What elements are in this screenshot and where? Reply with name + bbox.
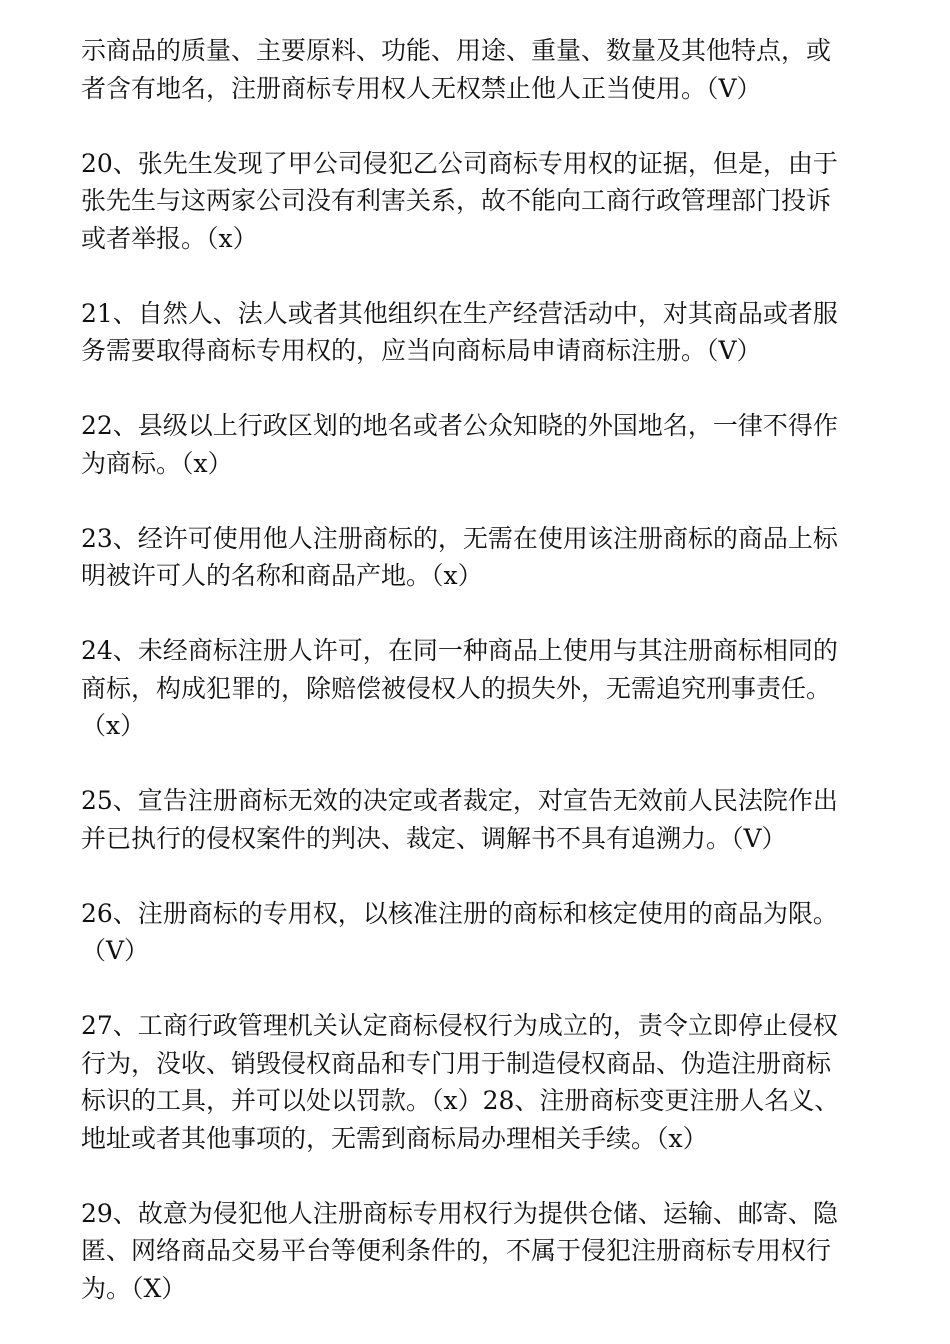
text-line: 21、自然人、法人或者其他组织在生产经营活动中，对其商品或者服 [81, 298, 838, 328]
paragraph-27-28 [81, 1007, 881, 1157]
paragraph-23 [81, 520, 881, 595]
text-line: 张先生与这两家公司没有利害关系，故不能向工商行政管理部门投诉 [81, 186, 832, 215]
paragraph-21 [81, 295, 881, 370]
paragraph-25 [81, 782, 881, 857]
paragraph-26 [81, 895, 881, 970]
text-line: 务需要取得商标专用权的，应当向商标局申请商标注册。（V） [81, 336, 762, 365]
paragraph-24 [81, 632, 881, 745]
text-line: 20、张先生发现了甲公司侵犯乙公司商标专用权的证据，但是，由于 [81, 148, 838, 178]
text-line: 为商标。（x） [81, 448, 233, 478]
document-body [81, 32, 881, 1307]
text-line: （V） [81, 936, 150, 965]
paragraph-20 [81, 145, 881, 258]
text-line: 27、工商行政管理机关认定商标侵权行为成立的，责令立即停止侵权 [81, 1011, 838, 1040]
text-line: 为。（X） [81, 1273, 187, 1303]
text-line: 示商品的质量、主要原料、功能、用途、重量、数量及其他特点，或 [81, 36, 832, 65]
text-line: 标识的工具，并可以处以罚款。（x）28、注册商标变更注册人名义、 [81, 1086, 840, 1115]
text-line: 24、未经商标注册人许可，在同一种商品上使用与其注册商标相同的 [81, 636, 838, 665]
text-line: 并已执行的侵权案件的判决、裁定、调解书不具有追溯力。（V） [81, 823, 787, 853]
text-line: 匿、网络商品交易平台等便利条件的，不属于侵犯注册商标专用权行 [81, 1236, 832, 1265]
text-line: 行为，没收、销毁侵权商品和专门用于制造侵权商品、伪造注册商标 [81, 1048, 832, 1078]
text-line: （x） [81, 711, 146, 740]
text-line: 明被许可人的名称和商品产地。（x） [81, 561, 483, 590]
text-line: 地址或者其他事项的，无需到商标局办理相关手续。（x） [81, 1123, 708, 1153]
text-line: 22、县级以上行政区划的地名或者公众知晓的外国地名，一律不得作 [81, 411, 838, 440]
text-line: 或者举报。（x） [81, 223, 258, 253]
paragraph-22 [81, 407, 881, 482]
text-line: 29、故意为侵犯他人注册商标专用权行为提供仓储、运输、邮寄、隐 [81, 1198, 838, 1228]
text-line: 25、宣告注册商标无效的决定或者裁定，对宣告无效前人民法院作出 [81, 786, 838, 815]
paragraph-19-continued [81, 32, 881, 107]
text-line: 者含有地名，注册商标专用权人无权禁止他人正当使用。（V） [81, 73, 762, 103]
paragraph-29 [81, 1195, 881, 1308]
text-line: 23、经许可使用他人注册商标的，无需在使用该注册商标的商品上标 [81, 523, 838, 553]
text-line: 26、注册商标的专用权，以核准注册的商标和核定使用的商品为限。 [81, 898, 838, 928]
text-line: 商标，构成犯罪的，除赔偿被侵权人的损失外，无需追究刑事责任。 [81, 673, 832, 703]
